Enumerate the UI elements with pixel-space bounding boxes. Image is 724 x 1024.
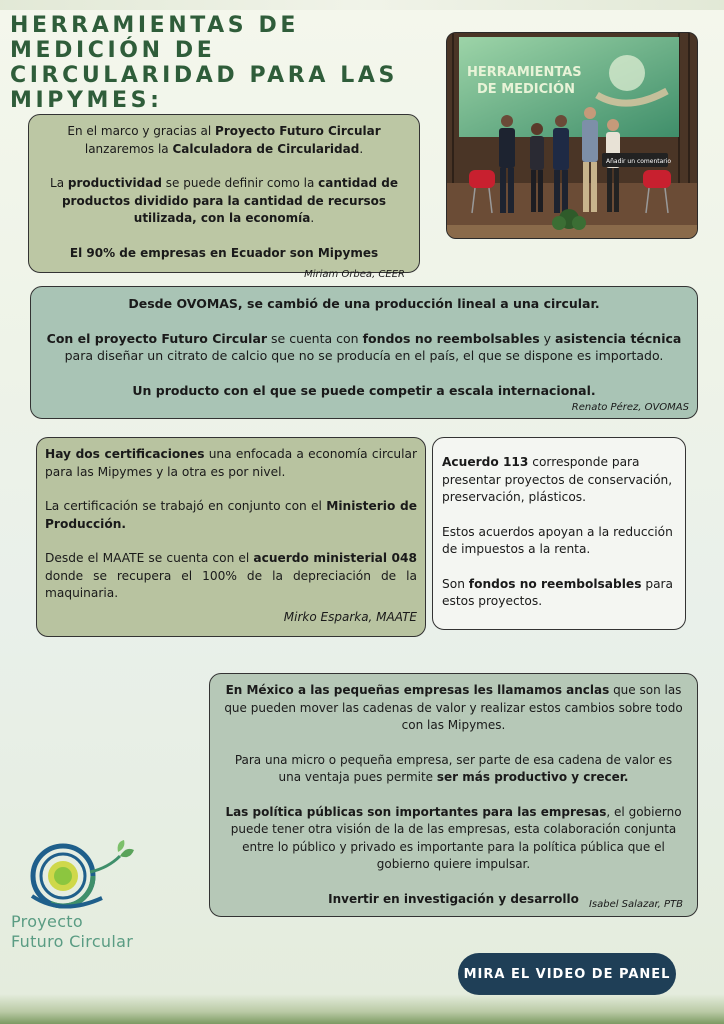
card1-paragraph2: La productividad se puede definir como la cantidad de productos dividido para la cantidad de recursos utilizada, con la economía.	[50, 176, 398, 225]
card5-paragraph1: En México a las pequeñas empresas les llamamos anclas que son las que pueden mover las cadenas de valor y realizar estos cambios sobre todo con las Mipymes.	[224, 683, 683, 732]
quote-card-ceer	[28, 114, 420, 280]
card3-paragraph2: La certificación se trabajó en conjunto con el Ministerio de Producción.	[45, 499, 417, 531]
card4-paragraph1: Acuerdo 113 corresponde para presentar proyectos de conservación, preservación, plásticos.	[442, 455, 673, 504]
comment-tag: Añadir un comentario	[606, 158, 672, 165]
card3-paragraph3: Desde el MAATE se cuenta con el acuerdo ministerial 048 donde se recupera el 100% de la depreciación de la maquinaria.	[45, 551, 417, 600]
card3-paragraph1: Hay dos certificaciones una enfocada a economía circular para las Mipymes y la otra es por nivel.	[45, 447, 417, 479]
card2-author: Renato Pérez, OVOMAS	[571, 402, 689, 413]
card4-paragraph3: Son fondos no reembolsables para estos proyectos.	[442, 576, 674, 608]
event-photo	[446, 32, 698, 239]
card4-paragraph2: Estos acuerdos apoyan a la reducción de impuestos a la renta.	[442, 524, 673, 556]
quote-card-ovomas	[30, 286, 698, 419]
bottom-decoration	[0, 994, 724, 1024]
card2-closing: Un producto con el que se puede competir a escala internacional.	[132, 382, 596, 398]
screen-title-1: HERRAMIENTAS	[467, 65, 582, 80]
quote-card-ptb	[209, 673, 698, 917]
watch-panel-video-button[interactable]: MIRA EL VIDEO DE PANEL	[458, 953, 676, 995]
screen-title-2: DE MEDICIÓN	[477, 82, 575, 97]
card5-closing: Invertir en investigación y desarrollo	[328, 891, 579, 906]
card5-author: Isabel Salazar, PTB	[588, 899, 683, 910]
card1-stat: El 90% de empresas en Ecuador son Mipymes	[69, 245, 379, 260]
card5-paragraph2: Para una micro o pequeña empresa, ser parte de esa cadena de valor es una ventaja pues permite ser más productivo y crecer.	[234, 752, 673, 784]
quote-card-maate	[36, 437, 426, 637]
card3-author: Mirko Esparka, MAATE	[283, 609, 417, 624]
page-title: HERRAMIENTAS DE MEDICIÓN DE CIRCULARIDAD PARA LAS MIPYMES:	[10, 13, 398, 113]
card1-author: Miriam Orbea, CEER	[304, 269, 405, 280]
card5-paragraph3: Las política públicas son importantes para las empresas, el gobierno puede tener otra visión de la de las empresas, esta colaboración conjunta entre lo público y privado es importante para la política pública que el gobierno quiere impulsar.	[225, 804, 682, 871]
top-decoration	[0, 0, 724, 10]
card1-line1: En el marco y gracias al Proyecto Futuro Circular lanzaremos la Calculadora de Circularidad.	[67, 124, 381, 156]
card2-headline: Desde OVOMAS, se cambió de una producción lineal a una circular.	[128, 296, 600, 311]
logo-wordmark: Proyecto Futuro Circular	[11, 912, 134, 951]
circular-logo-icon	[8, 836, 168, 916]
info-card-acuerdo	[432, 437, 686, 630]
card2-paragraph2: Con el proyecto Futuro Circular se cuenta con fondos no reembolsables y asistencia técnica para diseñar un citrato de calcio que no se producía en el país, el que se dispone es importado.	[46, 330, 682, 363]
